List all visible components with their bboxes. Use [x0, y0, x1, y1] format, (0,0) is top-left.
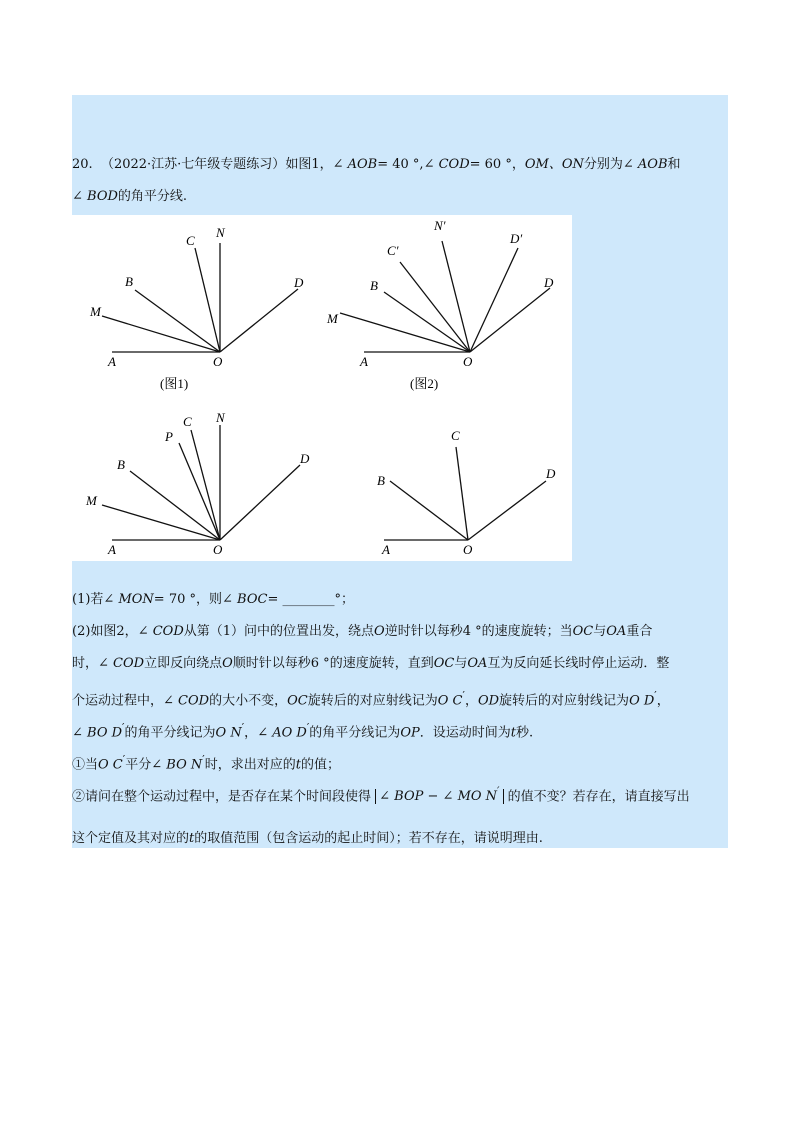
problem-line-1: 20. （2022·江苏·七年级专题练习）如图1，∠ AOB= 40 °,∠ COD= 60 °，OM、ON分别为∠ AOB和	[72, 157, 681, 172]
fig4-ray-oc	[456, 447, 468, 540]
fig4-label-c: C	[451, 428, 460, 443]
figures-svg	[72, 215, 572, 561]
question-2-line-2: 时，∠ COD立即反向绕点O顺时针以每秒6 °的速度旋转，直到OC与OA互为反向延长线时停止运动．整	[72, 656, 670, 671]
question-1: (1)若∠ MON= 70 °，则∠ BOC= ________°；	[72, 592, 354, 607]
fig1-ray-om	[102, 316, 220, 352]
answer-blank: = ________	[267, 592, 335, 607]
fig4-ray-od	[468, 481, 546, 540]
angle-mon: ∠ MON	[103, 592, 154, 607]
abs-expression: ∠ BOP − ∠ MO N′	[375, 789, 503, 804]
fig3-label-c: C	[183, 414, 192, 429]
angle-boc: ∠ BOC	[222, 592, 268, 607]
fig2-label-d: D	[544, 275, 554, 290]
fig1-label-o: O	[213, 354, 223, 369]
problem-line-2: ∠ BOD的角平分线.	[72, 189, 188, 204]
sub-question-2-line-1: ②请问在整个运动过程中，是否存在某个时间段使得 ∠ BOP − ∠ MO N′ 的值不变？若存在，请直接写出	[72, 785, 690, 805]
fig3-ray-od	[220, 465, 300, 540]
question-2-line-1: (2)如图2，∠ COD从第（1）问中的位置出发，绕点O逆时针以每秒4 °的速度旋转；当OC与OA重合	[72, 624, 653, 639]
figures-box	[72, 215, 572, 561]
question-2-line-3: 个运动过程中，∠ COD的大小不变，OC旋转后的对应射线记为O C′，OD旋转后的对应射线记为O D′，	[72, 689, 670, 709]
fig2-label-b: B	[370, 278, 378, 293]
fig3-label-d: D	[300, 451, 310, 466]
angle-cod: ∠ COD	[423, 157, 470, 172]
fig3-label-o: O	[213, 542, 223, 557]
fig3-label-m: M	[86, 493, 97, 508]
fig2-label-m: M	[327, 311, 338, 326]
fig3-ray-ob	[130, 471, 220, 540]
fig3-label-b: B	[117, 457, 125, 472]
question-2-line-4: ∠ BO D′的角平分线记为O N′，∠ AO D′的角平分线记为OP．设运动时间为t秒.	[72, 721, 534, 741]
fig4-label-a: A	[382, 542, 390, 557]
fig1-caption: (图1)	[160, 376, 189, 391]
fig1-label-d: D	[294, 275, 304, 290]
problem-source: （2022·江苏·七年级专题练习）	[100, 157, 286, 172]
fig2-ray-od	[470, 288, 550, 352]
sub-question-1: ①当O C′平分∠ BO N′时，求出对应的t的值；	[72, 753, 340, 773]
fig2-caption: (图2)	[410, 376, 439, 391]
fig2-label-n-prime: N′	[434, 218, 446, 233]
angle-bod: ∠ BOD	[72, 189, 118, 204]
fig4-ray-ob	[390, 481, 468, 540]
fig2-label-d-prime: D′	[510, 231, 523, 246]
fig2-ray-om	[340, 313, 470, 352]
fig3-label-n: N	[216, 410, 225, 425]
fig3-label-p: P	[165, 429, 173, 444]
fig1-label-n: N	[216, 225, 225, 240]
problem-number: 20.	[72, 157, 93, 172]
fig3-ray-om	[102, 505, 220, 540]
fig1-label-b: B	[125, 274, 133, 289]
fig1-ray-od	[220, 289, 298, 352]
fig3-label-a: A	[108, 542, 116, 557]
fig4-label-d: D	[546, 466, 556, 481]
fig3-ray-op	[179, 443, 220, 540]
fig4-label-b: B	[377, 473, 385, 488]
fig4-label-o: O	[463, 542, 473, 557]
fig2-label-o: O	[463, 354, 473, 369]
sub-question-2-line-2: 这个定值及其对应的t的取值范围（包含运动的起止时间）；若不存在，请说明理由.	[72, 831, 543, 846]
fig2-ray-oc-prime	[400, 262, 470, 352]
fig1-label-m: M	[90, 304, 101, 319]
fig3-ray-oc	[191, 430, 220, 540]
fig2-label-a: A	[360, 354, 368, 369]
fig2-label-c-prime: C′	[387, 243, 399, 258]
fig1-label-a: A	[108, 354, 116, 369]
fig2-ray-od-prime	[470, 248, 518, 352]
angle-aob: ∠ AOB	[332, 157, 378, 172]
fig1-label-c: C	[186, 233, 195, 248]
